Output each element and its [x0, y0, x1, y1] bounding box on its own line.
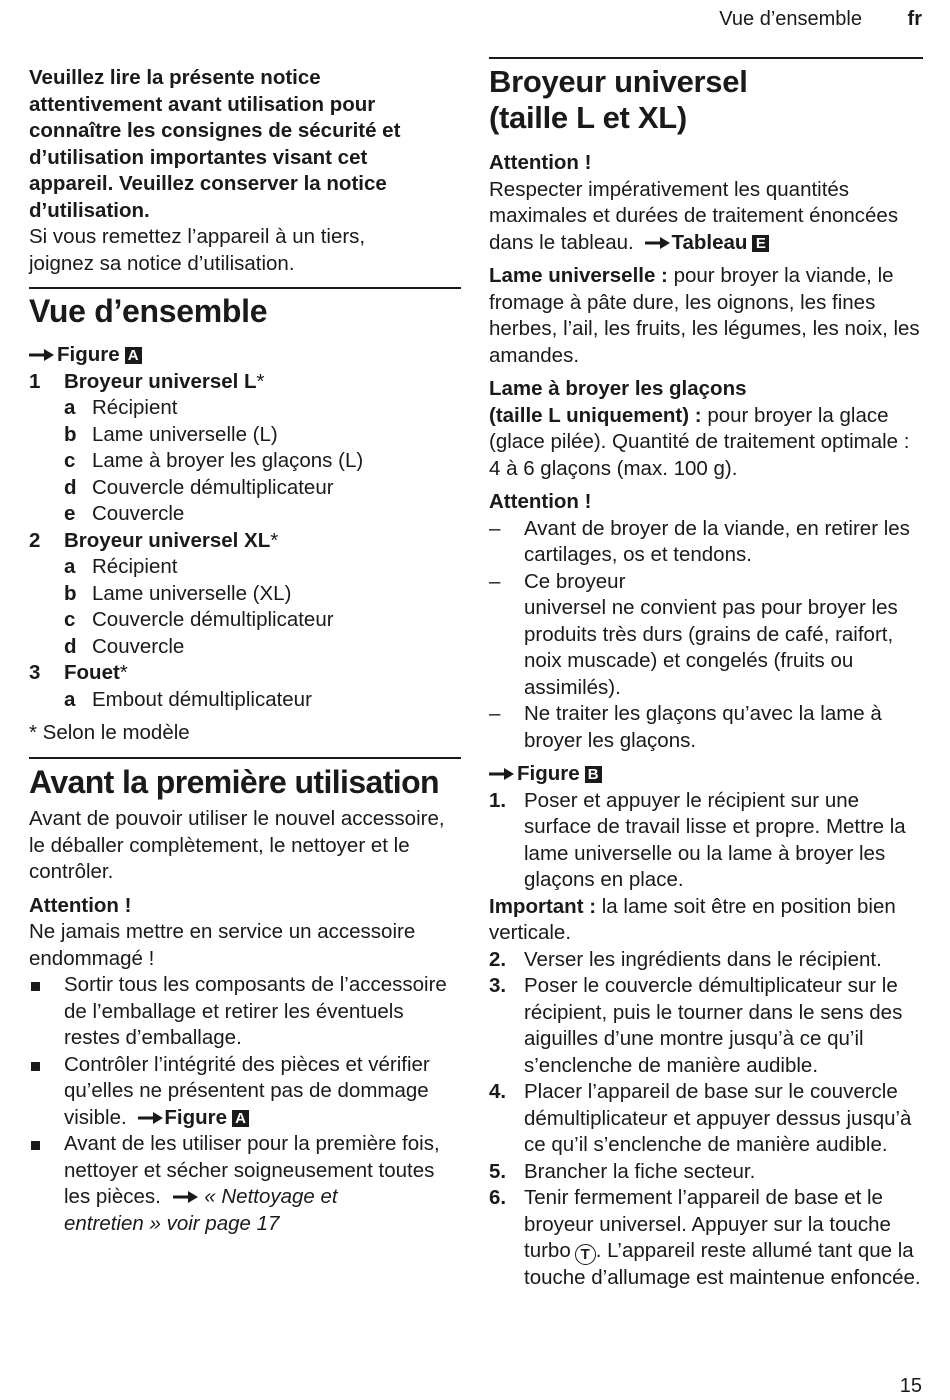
- list-item: – Avant de broyer de la viande, en retirer les cartilages, os et tendons.: [489, 516, 923, 569]
- step-item: 3. Poser le couvercle démultiplicateur sur le récipient, puis le tourner dans le sens des aiguilles d’une montre jusqu’à ce qu’il s’enclenche de manière audible.: [489, 974, 903, 1077]
- figure-letter-badge: B: [585, 766, 602, 783]
- step-item: 4. Placer l’appareil de base sur le couvercle démultiplicateur et appuyer dessus jusqu’à ce qu’il s’enclenche de manière audible.: [489, 1080, 912, 1156]
- overview-subitem: c Lame à broyer les glaçons (L): [64, 449, 364, 472]
- first-use-title: Avant la première utilisation: [29, 764, 439, 800]
- overview-subitem: d Couvercle: [64, 634, 185, 658]
- cross-reference-link[interactable]: « Nettoyage et entretien » voir page 17: [64, 1185, 338, 1235]
- divider: [29, 287, 461, 289]
- list-item: – Ne traiter les glaçons qu’avec la lame à broyer les glaçons.: [489, 701, 923, 754]
- first-use-block: [29, 806, 461, 1237]
- divider: [29, 757, 461, 759]
- bullet-icon: [29, 1052, 64, 1132]
- lame-paragraph: Lame universelle : pour broyer la viande, le fromage à pâte dure, les oignons, les fines herbes, l’ail, les fruits, les légumes, les noix, les amandes.: [489, 264, 920, 367]
- attention-text: Respecter impérativement les quantités maximales et durées de traitement énoncées dans le tableau. Tableau E: [489, 177, 923, 257]
- step-item: 2. Verser les ingrédients dans le récipient.: [489, 947, 882, 971]
- overview-item: 2 Broyeur universel XL*: [29, 528, 279, 552]
- section-title: Broyeur universel (taille L et XL): [489, 64, 748, 135]
- overview-subitem: d Couvercle démultiplicateur: [64, 475, 334, 499]
- figure-ref: Figure B: [489, 761, 923, 788]
- header-language: fr: [907, 8, 922, 30]
- bullet-icon: [29, 1131, 64, 1237]
- glace-paragraph: Lame à broyer les glaçons (taille L uniquement) : pour broyer la glace (glace pilée). Quantité de traitement optimale : 4 à 6 glaçons (max. 100 g).: [489, 377, 910, 480]
- intro-block: [29, 65, 461, 277]
- attention-label: Attention !: [489, 490, 592, 513]
- footnote: * Selon le modèle: [29, 721, 190, 744]
- page-header: [719, 6, 922, 33]
- overview-subitem: c Couvercle démultiplicateur: [64, 608, 334, 631]
- list-item: – Ce broyeur universel ne convient pas pour broyer les produits très durs (grains de café, raifort, noix muscade) et congelés (fruits ou assimilés).: [489, 569, 923, 702]
- arrow-icon: [132, 1105, 164, 1132]
- list-item: Sortir tous les composants de l’accessoire de l’emballage et retirer les éventuels restes d’emballage.: [29, 972, 461, 1052]
- table-letter-badge: E: [752, 235, 769, 252]
- overview-item: 1 Broyeur universel L*: [29, 369, 265, 393]
- right-body: [489, 150, 923, 1292]
- page-number: 15: [899, 1375, 922, 1397]
- intro-bold: Veuillez lire la présente notice attentivement avant utilisation pour connaître les consignes de sécurité et d’utilisation importantes visant cet appareil. Veuillez conserver la notice d’utilisation.: [29, 66, 401, 222]
- overview-subitem: b Lame universelle (XL): [64, 581, 292, 605]
- arrow-icon: [639, 230, 671, 257]
- turbo-button-icon: T: [575, 1244, 596, 1265]
- important-note: Important : la lame soit être en position bien verticale.: [489, 894, 896, 944]
- dash-marker: –: [489, 569, 501, 593]
- arrow-icon: [29, 342, 57, 369]
- dash-marker: –: [489, 516, 501, 540]
- table-ref-link[interactable]: Tableau: [671, 230, 748, 254]
- figure-letter-badge: A: [125, 347, 142, 364]
- arrow-icon: [489, 761, 517, 788]
- figure-letter-badge: A: [232, 1110, 249, 1127]
- dash-marker: –: [489, 702, 501, 725]
- overview-figure-ref: Figure A: [29, 342, 461, 369]
- overview-subitem: a Récipient: [64, 396, 178, 419]
- step-item: 6. Tenir fermement l’appareil de base et le broyeur universel. Appuyer sur la touche turbo T . L’appareil reste allumé tant que la touche d’allumage est maintenue enfoncée.: [489, 1186, 921, 1289]
- overview-subitem: e Couvercle: [64, 502, 185, 525]
- figure-ref-link[interactable]: Figure: [164, 1105, 228, 1129]
- step-item: 1. Poser et appuyer le récipient sur une surface de travail lisse et propre. Mettre la lame universelle ou la lame à broyer les glaçons en place.: [489, 788, 906, 891]
- intro-normal: Si vous remettez l’appareil à un tiers, joignez sa notice d’utilisation.: [29, 225, 366, 275]
- overview-subitem: a Embout démultiplicateur: [64, 687, 312, 711]
- list-item: Avant de les utiliser pour la première fois, nettoyer et sécher soigneusement toutes les pièces. « Nettoyage et entretien » voir page 17: [29, 1131, 461, 1237]
- overview-list: [29, 342, 461, 747]
- first-use-intro: Avant de pouvoir utiliser le nouvel accessoire, le déballer complètement, le nettoyer et le contrôler.: [29, 807, 445, 883]
- overview-title: Vue d’ensemble: [29, 293, 268, 329]
- divider: [489, 57, 923, 59]
- bullet-icon: [29, 972, 64, 1052]
- step-item: 5. Brancher la fiche secteur.: [489, 1159, 756, 1183]
- attention-label: Attention !: [489, 151, 592, 174]
- attention-label: Attention !: [29, 893, 132, 917]
- overview-subitem: b Lame universelle (L): [64, 422, 278, 446]
- attention-text: Ne jamais mettre en service un accessoire endommagé !: [29, 920, 416, 970]
- header-section: Vue d’ensemble: [719, 8, 862, 30]
- list-item: Contrôler l’intégrité des pièces et vérifier qu’elles ne présentent pas de dommage visible. Figure A: [29, 1052, 461, 1132]
- overview-items: [29, 369, 461, 714]
- arrow-icon: [167, 1184, 199, 1211]
- overview-subitem: a Récipient: [64, 555, 178, 578]
- overview-item: 3 Fouet*: [29, 661, 128, 684]
